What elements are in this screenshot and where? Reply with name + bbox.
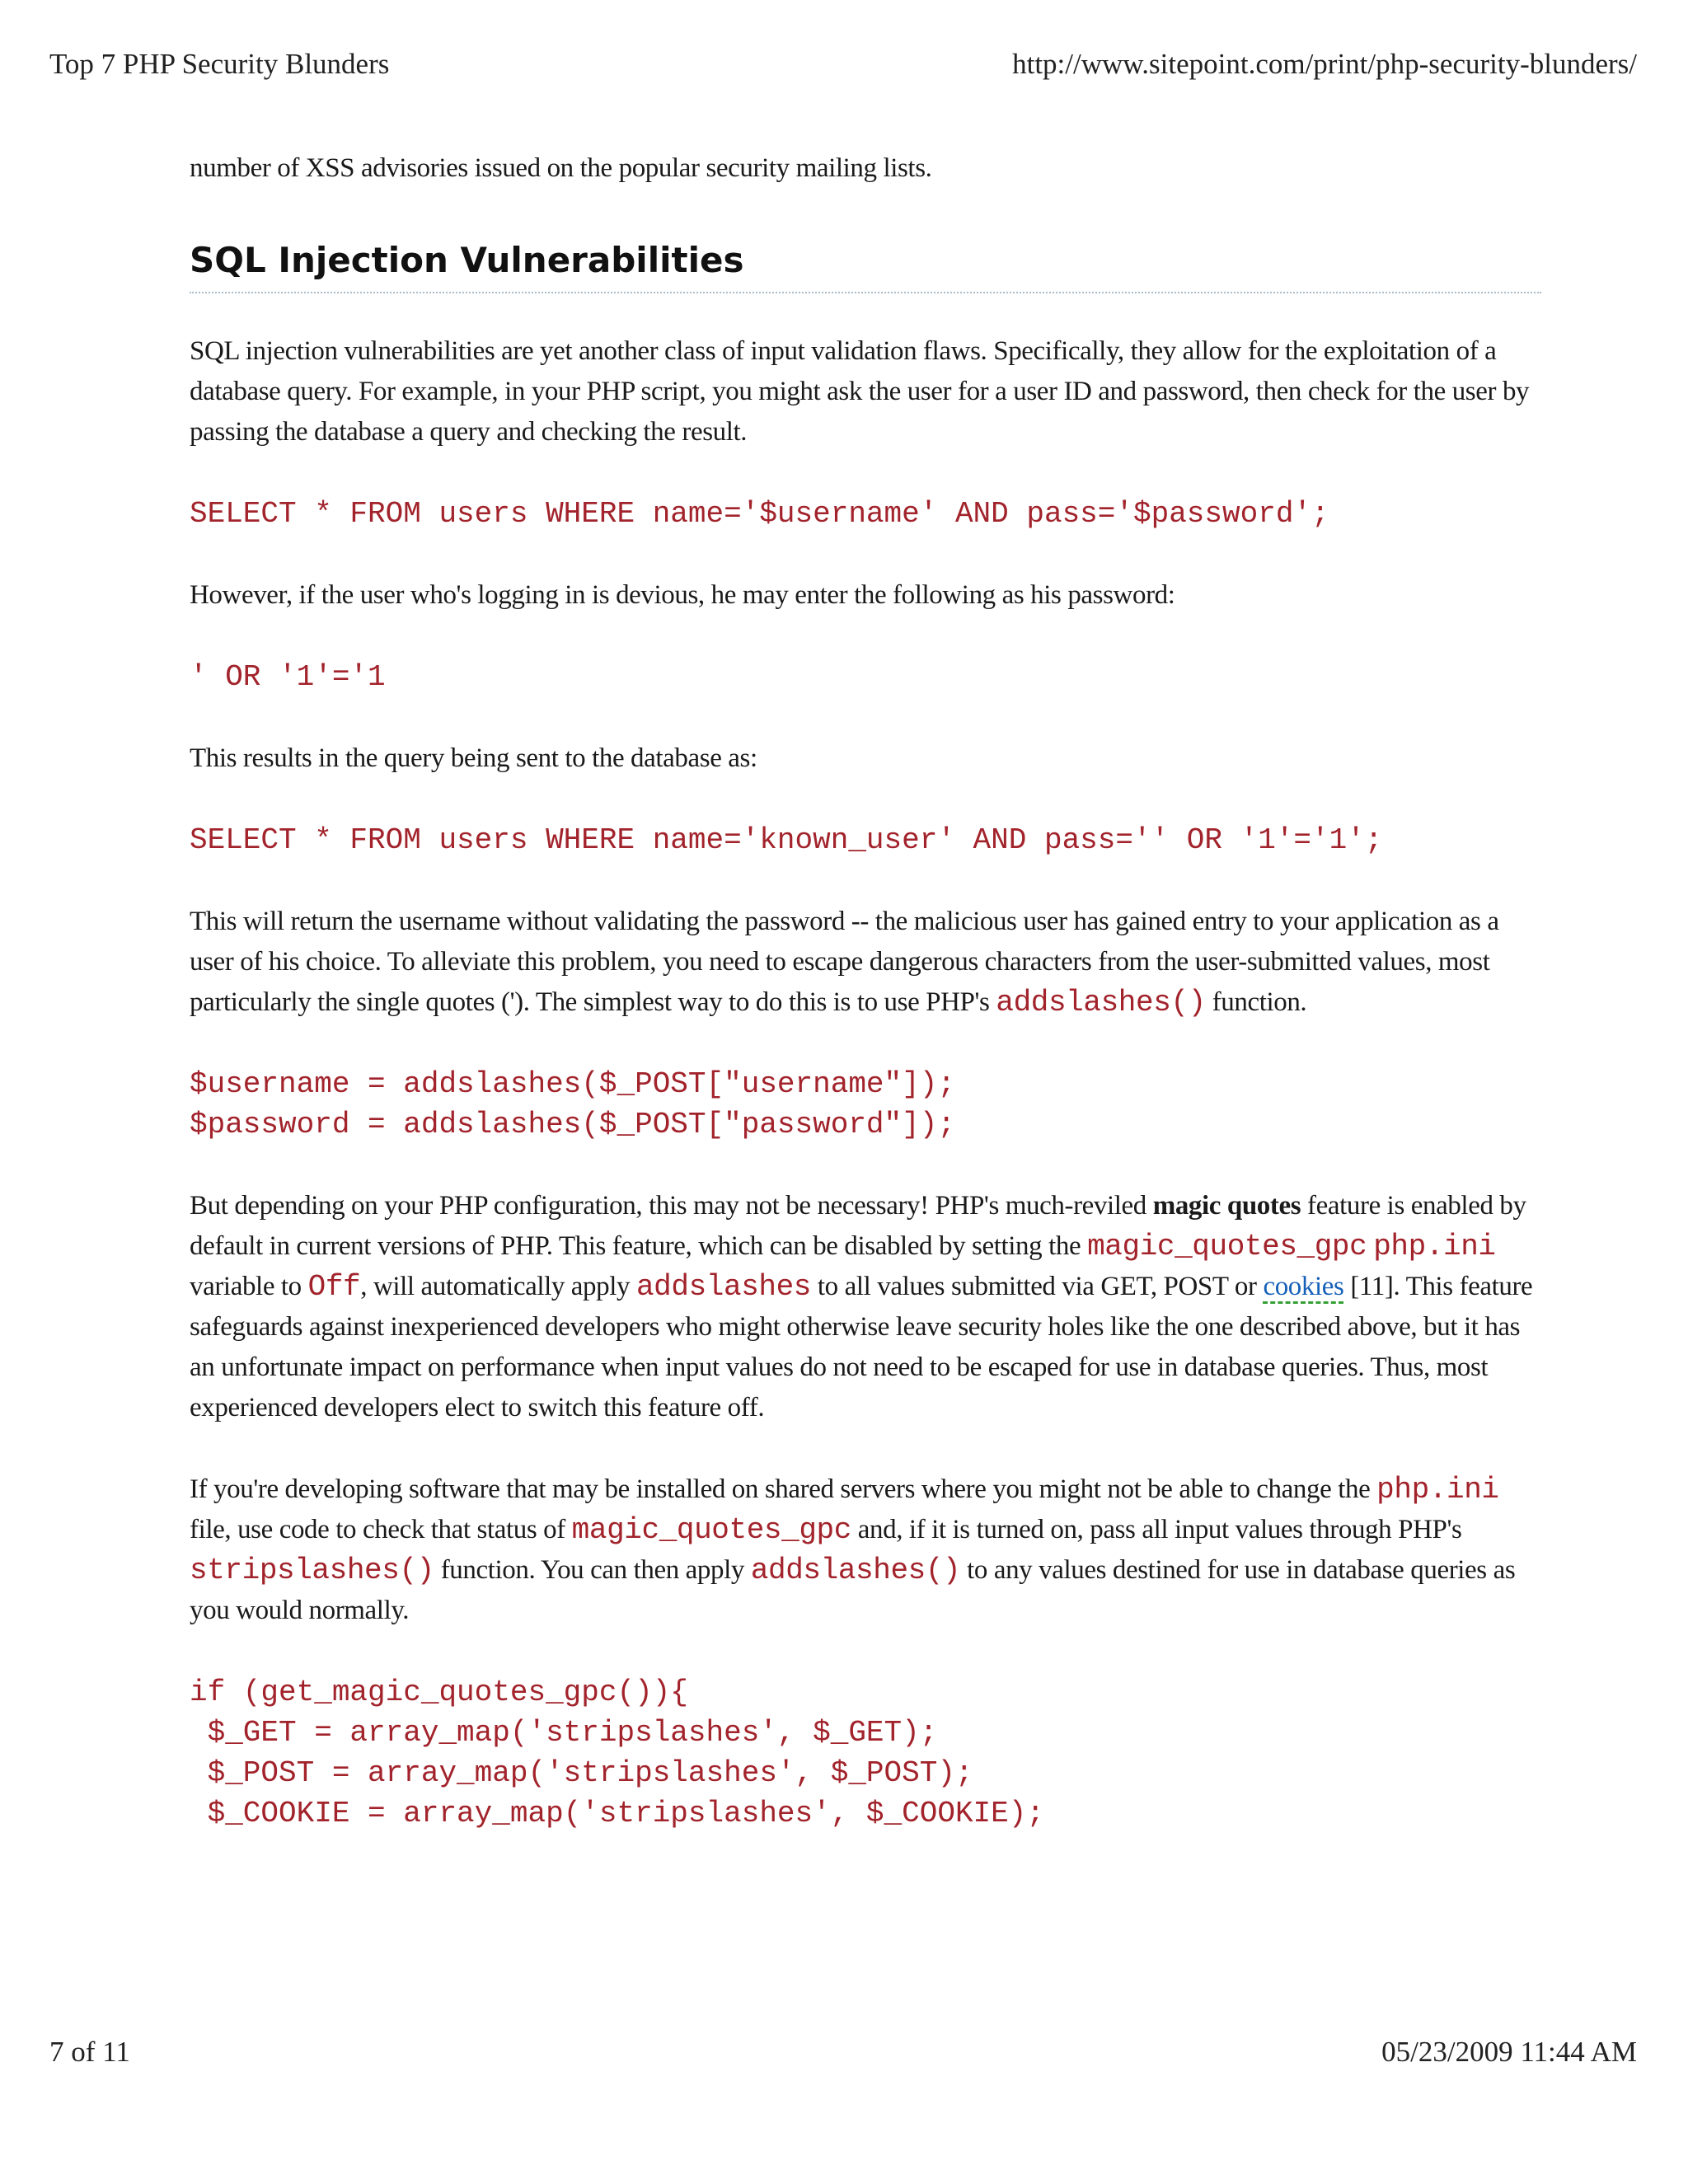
paragraph-text: function. — [1205, 987, 1307, 1017]
bold-magic-quotes: magic quotes — [1152, 1191, 1301, 1221]
inline-code-addslashes: addslashes() — [750, 1554, 961, 1587]
code-block-injected-query: SELECT * FROM users WHERE name='known_user' AND pass='' OR '1'='1'; — [190, 823, 1383, 857]
inline-code-php-ini: php.ini — [1373, 1230, 1496, 1263]
code-block-magic-quotes-check: if (get_magic_quotes_gpc()){ $_GET = array_map('stripslashes', $_GET); $_POST = array_map('stripslashes', $_POST); $_COOKIE = array_map('stripslashes', $_COOKIE); — [190, 1675, 1044, 1830]
print-header-title: Top 7 PHP Security Blunders — [49, 48, 390, 80]
paragraph-text: This will return the username without validating the password -- the malicious user has gained entry to your application as a user of his choice. To alleviate this problem, you need to escape dangerous characters from the user-submitted values, most particularly the single quotes ('). The simplest way to do this is to use PHP's — [190, 907, 1499, 1017]
paragraph-text: [11]. This feature safeguards against inexperienced developers who might otherwise leave security holes like the one described above, but it has an unfortunate impact on performance when input values do not need to be escaped for use in database queries. Thus, most experienced developers elect to switch this feature off. — [190, 1272, 1533, 1422]
code-block-injection-input: ' OR '1'='1 — [190, 660, 386, 694]
code-block-select-query: SELECT * FROM users WHERE name='$username' AND pass='$password'; — [190, 497, 1329, 531]
paragraph-escape-advice — [190, 902, 1541, 1023]
inline-code-stripslashes: stripslashes() — [190, 1554, 434, 1587]
paragraph-text: But depending on your PHP configuration, this may not be necessary! PHP's much-reviled — [190, 1191, 1153, 1221]
paragraph-text: to all values submitted via GET, POST or — [811, 1272, 1264, 1301]
cookies-link[interactable]: cookies — [1263, 1272, 1343, 1304]
paragraph-shared-servers — [190, 1469, 1541, 1631]
paragraph-text: function. You can then apply — [434, 1555, 751, 1585]
paragraph-sql-intro: SQL injection vulnerabilities are yet another class of input validation flaws. Specifically, they allow for the exploitation of a database query. For example, in your PHP script, you might ask the user for a user ID and password, then check for the user by passing the database a query and checking the result. — [190, 336, 1530, 447]
article-body — [190, 148, 1541, 1834]
print-footer-datetime: 05/23/2009 11:44 AM — [1381, 2036, 1637, 2068]
print-header-url: http://www.sitepoint.com/print/php-security-blunders/ — [1012, 48, 1637, 80]
inline-code-addslashes: addslashes() — [996, 986, 1206, 1019]
paragraph-devious-user: However, if the user who's logging in is devious, he may enter the following as his password: — [190, 580, 1175, 610]
paragraph-magic-quotes — [190, 1186, 1541, 1428]
inline-code-addslashes: addslashes — [635, 1270, 812, 1304]
paragraph-text: , will automatically apply — [360, 1272, 636, 1301]
inline-code-php-ini: php.ini — [1376, 1473, 1499, 1507]
paragraph-text: to any values destined for use in database queries as you would normally. — [190, 1555, 1516, 1625]
paragraph-query-result: This results in the query being sent to the database as: — [190, 743, 757, 773]
inline-code-magic-quotes-gpc: magic_quotes_gpc — [571, 1513, 851, 1547]
code-block-addslashes: $username = addslashes($_POST["username"]); $password = addslashes($_POST["password"]); — [190, 1067, 955, 1141]
inline-code-magic-quotes-gpc: magic_quotes_gpc — [1087, 1230, 1367, 1263]
intro-tail-paragraph: number of XSS advisories issued on the popular security mailing lists. — [190, 153, 932, 183]
section-heading: SQL Injection Vulnerabilities — [190, 240, 1541, 293]
paragraph-text: variable to — [190, 1272, 308, 1301]
paragraph-text: If you're developing software that may be installed on shared servers where you might not be able to change the — [190, 1474, 1377, 1504]
paragraph-text: and, if it is turned on, pass all input values through PHP's — [851, 1515, 1462, 1544]
paragraph-text: feature is enabled by default in current versions of PHP. This feature, which can be disabled by setting the — [190, 1191, 1526, 1261]
print-footer-page-number: 7 of 11 — [49, 2036, 130, 2068]
inline-code-off: Off — [307, 1270, 361, 1304]
paragraph-text: file, use code to check that status of — [190, 1515, 572, 1544]
